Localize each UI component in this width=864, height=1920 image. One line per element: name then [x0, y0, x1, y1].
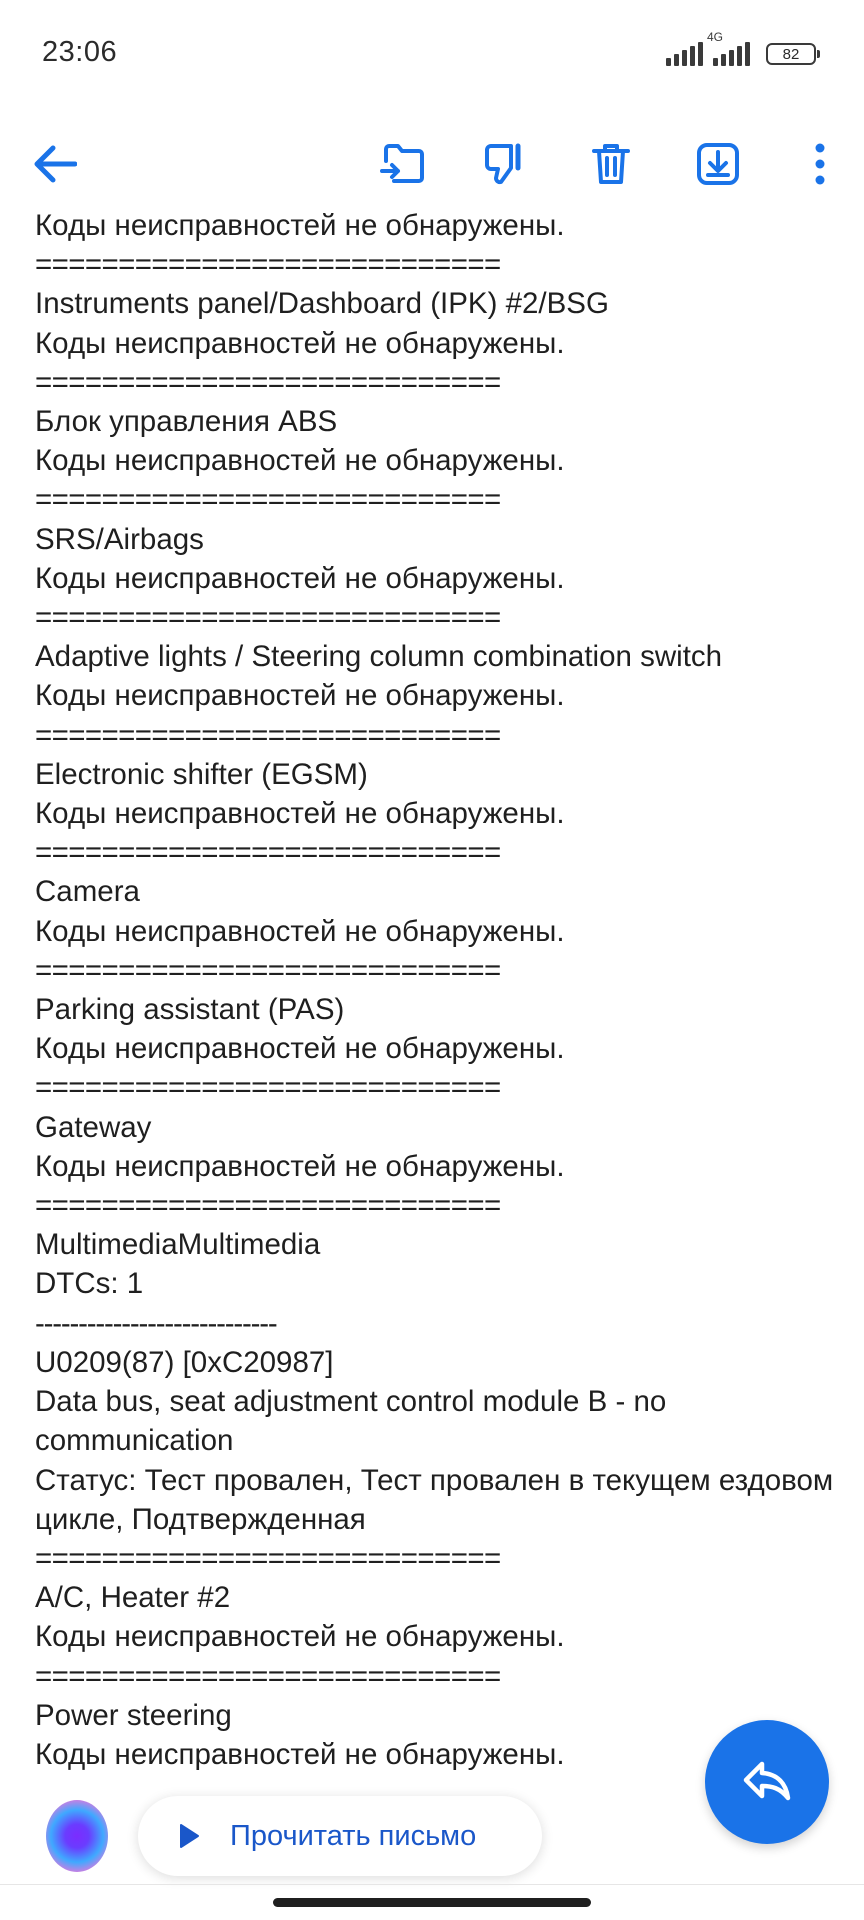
module-title: Gateway — [35, 1110, 152, 1144]
bottom-divider — [0, 1884, 864, 1885]
dtc-count: DTCs: 1 — [35, 1267, 144, 1301]
gesture-bar[interactable] — [273, 1898, 591, 1907]
status-icons — [666, 30, 816, 72]
module-title: Instruments panel/Dashboard (IPK) #2/BSG — [35, 287, 609, 321]
more-options-button[interactable] — [792, 136, 848, 192]
body-line: Коды неисправностей не обнаружены. — [35, 444, 565, 478]
module-title: Camera — [35, 875, 140, 909]
separator-line: ============================ — [35, 1659, 501, 1693]
module-title: Блок управления ABS — [35, 405, 338, 439]
read-aloud-label: Прочитать письмо — [230, 1819, 477, 1852]
separator-line: ============================ — [35, 953, 501, 987]
separator-line: ============================ — [35, 1541, 501, 1575]
back-button[interactable] — [27, 136, 83, 192]
trash-icon — [591, 142, 631, 186]
dtc-description: Data bus, seat adjustment control module B - no communication — [35, 1385, 675, 1458]
module-title: Adaptive lights / Steering column combination switch — [35, 640, 723, 674]
status-bar — [0, 0, 864, 110]
separator-line: ============================ — [35, 483, 501, 517]
body-line: Коды неисправностей не обнаружены. — [35, 326, 565, 360]
separator-line: ============================ — [35, 248, 501, 282]
signal-strength-icon — [666, 42, 703, 66]
body-line: Коды неисправностей не обнаружены. — [35, 914, 565, 948]
dtc-code: U0209(87) [0xC20987] — [35, 1345, 334, 1379]
mobile-data-icon — [707, 30, 750, 66]
move-to-folder-button[interactable] — [375, 136, 431, 192]
reply-button[interactable] — [705, 1720, 829, 1844]
network-type-label: 4G — [707, 30, 724, 44]
play-icon — [178, 1823, 200, 1849]
body-line: Коды неисправностей не обнаружены. — [35, 209, 565, 242]
module-title: Parking assistant (PAS) — [35, 993, 345, 1027]
body-line: Коды неисправностей не обнаружены. — [35, 1149, 565, 1183]
download-icon — [696, 142, 740, 186]
message-body — [35, 206, 842, 1774]
dtc-status: Статус: Тест провален, Тест провален в текущем ездовом цикле, Подтвержденная — [35, 1463, 842, 1536]
app-bar — [0, 120, 864, 206]
module-title: Power steering — [35, 1698, 232, 1732]
thumbs-down-icon — [483, 142, 529, 186]
back-arrow-icon — [33, 144, 77, 184]
more-vert-icon — [814, 143, 826, 185]
battery-level: 82 — [782, 45, 800, 63]
delete-button[interactable] — [583, 136, 639, 192]
separator-line: ============================ — [35, 1189, 501, 1223]
separator-line: ============================ — [35, 365, 501, 399]
separator-line: ============================ — [35, 1071, 501, 1105]
body-line: Коды неисправностей не обнаружены. — [35, 561, 565, 595]
battery-icon — [766, 43, 816, 65]
module-title: MultimediaMultimedia — [35, 1228, 321, 1262]
save-to-device-button[interactable] — [690, 136, 746, 192]
assistant-orb-icon[interactable] — [46, 1800, 108, 1872]
separator-line: ============================ — [35, 718, 501, 752]
body-line: Коды неисправностей не обнаружены. — [35, 1620, 565, 1654]
separator-line: ============================ — [35, 601, 501, 635]
body-line: Коды неисправностей не обнаружены. — [35, 679, 565, 713]
signal-strength-icon-2 — [713, 42, 750, 66]
body-line: Коды неисправностей не обнаружены. — [35, 1737, 565, 1771]
separator-line: ============================ — [35, 836, 501, 870]
reply-icon — [742, 1760, 792, 1804]
dash-separator-line: ---------------------------- — [35, 1306, 277, 1340]
module-title: SRS/Airbags — [35, 522, 204, 556]
read-aloud-button[interactable] — [138, 1796, 542, 1876]
move-to-folder-icon — [380, 143, 426, 185]
body-line: Коды неисправностей не обнаружены. — [35, 797, 565, 831]
status-time: 23:06 — [42, 36, 118, 68]
module-title: A/C, Heater #2 — [35, 1581, 231, 1615]
body-line: Коды неисправностей не обнаружены. — [35, 1032, 565, 1066]
module-title: Electronic shifter (EGSM) — [35, 757, 368, 791]
not-spam-button[interactable] — [478, 136, 534, 192]
